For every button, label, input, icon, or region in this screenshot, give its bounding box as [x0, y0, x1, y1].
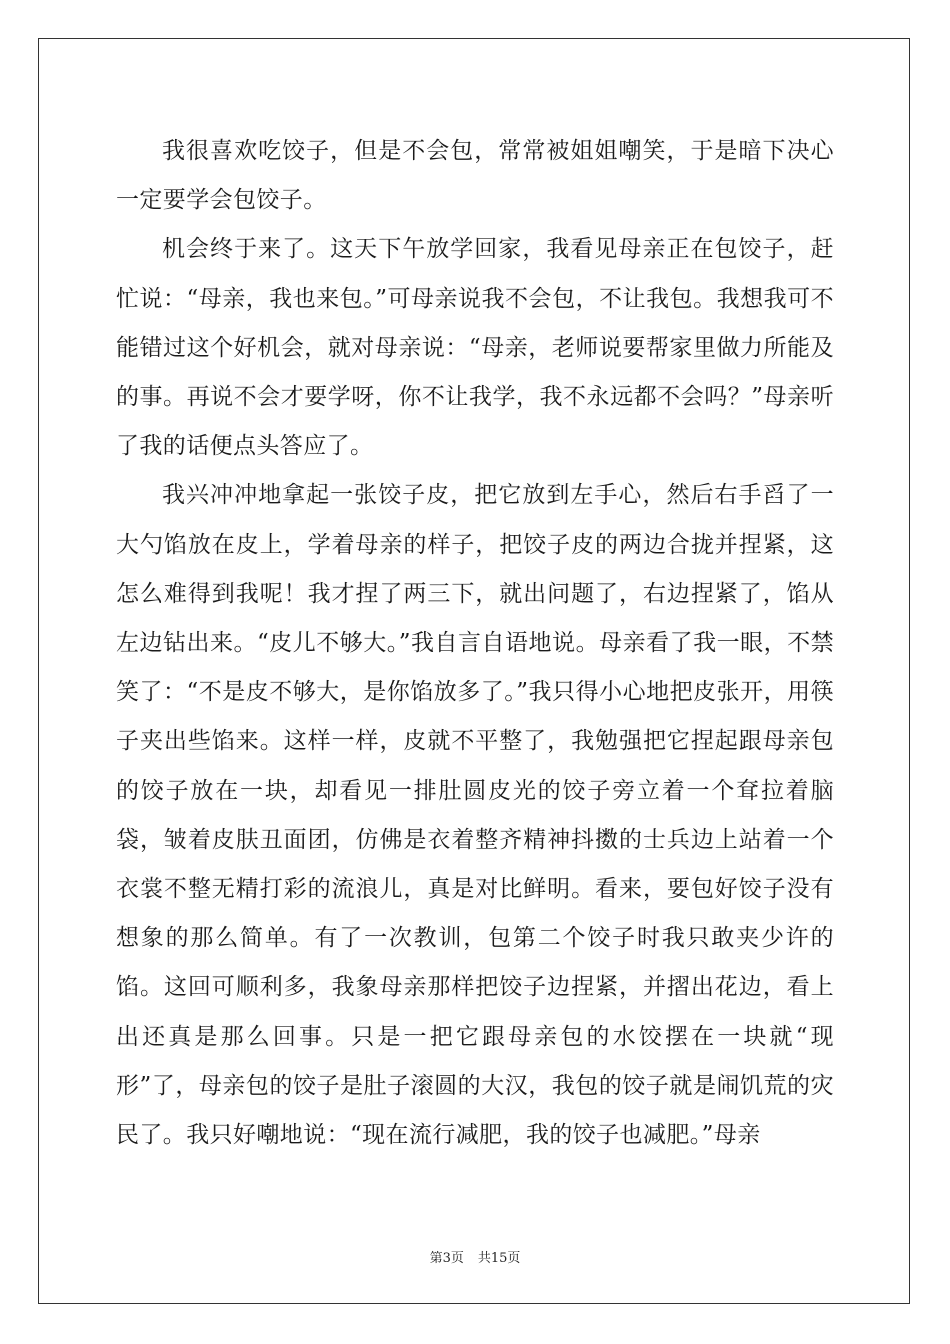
page-number-total: 共15页: [477, 1251, 521, 1266]
page-number-current: 第3页: [429, 1251, 464, 1266]
document-body: [116, 127, 834, 1160]
paragraph-1: 我很喜欢吃饺子，但是不会包，常常被姐姐嘲笑，于是暗下决心一定要学会包饺子。: [116, 138, 834, 214]
page-footer: [0, 1247, 950, 1266]
paragraph-3: 我兴冲冲地拿起一张饺子皮，把它放到左手心，然后右手舀了一大勺馅放在皮上，学着母亲的样子，把饺子皮的两边合拢并捏紧，这怎么难得到我呢！我才捏了两三下，就出问题了，右边捏紧了，馅从左边钻出来。“皮儿不够大。”我自言自语地说。母亲看了我一眼，不禁笑了：“不是皮不够大，是你馅放多了。”我只得小心地把皮张开，用筷子夹出些馅来。这样一样，皮就不平整了，我勉强把它捏起跟母亲包的饺子放在一块，却看见一排肚圆皮光的饺子旁立着一个耷拉着脑袋，皱着皮肤丑面团，仿佛是衣着整齐精神抖擞的士兵边上站着一个衣裳不整无精打彩的流浪儿，真是对比鲜明。看来，要包好饺子没有想象的那么简单。有了一次教训，包第二个饺子时我只敢夹少许的馅。这回可顺利多，我象母亲那样把饺子边捏紧，并摺出花边，看上出还真是那么回事。只是一把它跟母亲包的水饺摆在一块就“现形”了，母亲包的饺子是肚子滚圆的大汉，我包的饺子就是闹饥荒的灾民了。我只好嘲地说：“现在流行减肥，我的饺子也减肥。”母亲: [116, 482, 834, 1149]
paragraph-2: 机会终于来了。这天下午放学回家，我看见母亲正在包饺子，赶忙说：“母亲，我也来包。”可母亲说我不会包，不让我包。我想我可不能错过这个好机会，就对母亲说：“母亲，老师说要帮家里做力所能及的事。再说不会才要学呀，你不让我学，我不永远都不会吗？”母亲听了我的话便点头答应了。: [116, 236, 834, 460]
